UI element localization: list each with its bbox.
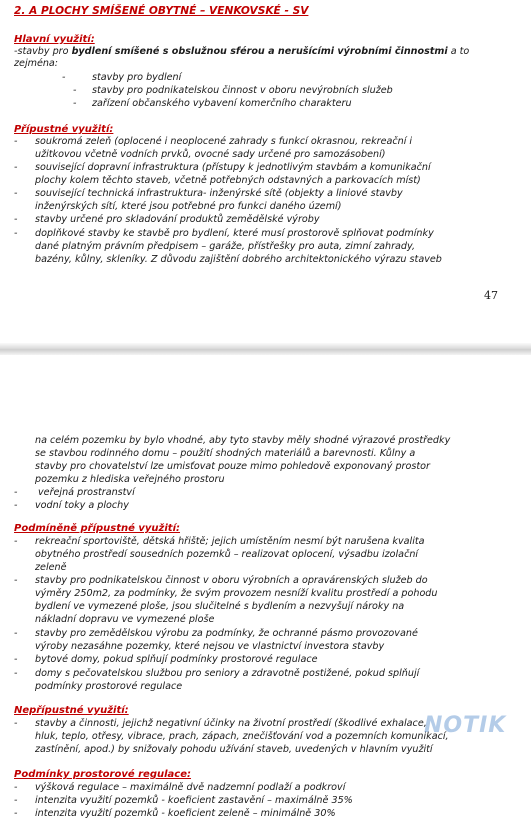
main-use-intro bbox=[14, 46, 469, 58]
conditional-use-line: stavby pro zemědělskou výrobu za podmínky, že ochranné pásmo provozované bbox=[35, 628, 418, 639]
main-use-item: stavby pro bydlení bbox=[92, 72, 182, 83]
conditional-use-line: nákladní dopravu ve vymezené ploše bbox=[35, 614, 215, 625]
conditional-use-line: bydlení ve vymezené ploše, jsou slučitelné s bydlením a nezvyšují nároky na bbox=[35, 601, 405, 612]
bullet-dash: - bbox=[14, 487, 18, 498]
main-use-item: zařízení občanského vybavení komerčního charakteru bbox=[92, 98, 352, 109]
continuation-line: pozemku z hlediska veřejného prostoru bbox=[35, 474, 225, 485]
allowed-use-line: plochy kolem těchto staveb, včetně potřebných odstavných a parkovacích míst) bbox=[35, 175, 421, 186]
bullet-dash: - bbox=[73, 85, 77, 96]
regulation-line: intenzita využití pozemků - koeficient zastavění – maximálně 35% bbox=[35, 795, 353, 806]
forbidden-use-line: stavby a činnosti, jejichž negativní účinky na životní prostředí (škodlivé exhalace, bbox=[35, 718, 427, 729]
bullet-dash: - bbox=[14, 136, 18, 147]
bullet-dash: - bbox=[14, 668, 18, 679]
bullet-dash: - bbox=[14, 782, 18, 793]
forbidden-use-line: zastínění, apod.) by snižovaly pohodu užívání staveb, uvedených v hlavním využití bbox=[35, 744, 433, 755]
bullet-dash: - bbox=[14, 162, 18, 173]
intro-text-end: a to bbox=[447, 46, 470, 57]
section-title: 2. A PLOCHY SMÍŠENÉ OBYTNÉ – VENKOVSKÉ - SV bbox=[14, 5, 309, 17]
intro-bold-text: bydlení smíšené s obslužnou sférou a nerušícími výrobními činnostmi bbox=[71, 46, 448, 57]
continuation-line: se stavbou rodinného domu – použití shodných materiálů a barevnosti. Kůlny a bbox=[35, 448, 416, 459]
allowed-use-line: inženýrských sítí, které jsou potřebné pro funkci daného území) bbox=[35, 201, 342, 212]
allowed-use-line: užitkovou včetně vodních prvků, ovocné sady určené pro samozásobení) bbox=[35, 149, 386, 160]
bullet-dash: - bbox=[14, 628, 18, 639]
conditional-use-line: zeleně bbox=[35, 562, 67, 573]
allowed-use-item: veřejná prostranství bbox=[38, 487, 135, 498]
document-page-48 bbox=[0, 355, 531, 833]
main-use-heading: Hlavní využití: bbox=[14, 34, 95, 45]
bullet-dash: - bbox=[62, 72, 66, 83]
bullet-dash: - bbox=[14, 795, 18, 806]
intro-text: -stavby pro bbox=[14, 46, 72, 57]
main-use-item: stavby pro podnikatelskou činnost v oboru nevýrobních služeb bbox=[92, 85, 393, 96]
allowed-use-line: stavby určené pro skladování produktů zemědělské výroby bbox=[35, 214, 320, 225]
continuation-line: na celém pozemku by bylo vhodné, aby tyto stavby měly shodné výrazové prostředky bbox=[35, 435, 451, 446]
bullet-dash: - bbox=[14, 536, 18, 547]
bullet-dash: - bbox=[73, 98, 77, 109]
conditional-use-line: rekreační sportoviště, dětská hřiště; jejich umístěním nesmí být narušena kvalita bbox=[35, 536, 425, 547]
conditional-use-line: obytného prostředí sousedních pozemků – realizovat oplocení, výsadbu izolační bbox=[35, 549, 419, 560]
allowed-use-line: související dopravní infrastruktura (přístupy k jednotlivým stavbám a komunikační bbox=[35, 162, 431, 173]
allowed-use-line: soukromá zeleň (oplocené i neoplocené zahrady s funkcí okrasnou, rekreační i bbox=[35, 136, 413, 147]
conditional-use-line: bytové domy, pokud splňují podmínky prostorové regulace bbox=[35, 654, 318, 665]
regulation-line: výšková regulace – maximálně dvě nadzemní podlaží a podkroví bbox=[35, 782, 346, 793]
page-separator bbox=[0, 343, 531, 355]
bullet-dash: - bbox=[14, 188, 18, 199]
main-use-intro-line2: zejména: bbox=[14, 58, 59, 69]
bullet-dash: - bbox=[14, 228, 18, 239]
conditional-use-heading: Podmíněně přípustné využití: bbox=[14, 523, 181, 534]
forbidden-use-heading: Nepřípustné využití: bbox=[14, 705, 129, 716]
regulation-line: intenzita využití pozemků - koeficient zeleně – minimálně 30% bbox=[35, 808, 336, 819]
bullet-dash: - bbox=[14, 718, 18, 729]
conditional-use-line: domy s pečovatelskou službou pro seniory a zdravotně postižené, pokud splňují bbox=[35, 668, 420, 679]
bullet-dash: - bbox=[14, 575, 18, 586]
conditional-use-line: výroby nezasáhne pozemky, které nejsou ve vlastnictví investora stavby bbox=[35, 641, 385, 652]
conditional-use-line: stavby pro podnikatelskou činnost v oboru výrobních a opravárenských služeb do bbox=[35, 575, 428, 586]
conditional-use-line: podmínky prostorové regulace bbox=[35, 681, 183, 692]
bullet-dash: - bbox=[14, 214, 18, 225]
document-page-47 bbox=[0, 0, 531, 343]
bullet-dash: - bbox=[14, 654, 18, 665]
continuation-line: stavby pro chovatelství lze umisťovat pouze mimo pohledově exponovaný prostor bbox=[35, 461, 430, 472]
bullet-dash: - bbox=[14, 500, 18, 511]
page-number: 47 bbox=[484, 289, 498, 302]
watermark-logo: NOTIK bbox=[424, 713, 507, 738]
allowed-use-item: vodní toky a plochy bbox=[35, 500, 129, 511]
allowed-use-line: bazény, kůlny, skleníky. Z důvodu zajištění dobrého architektonického výrazu staveb bbox=[35, 254, 442, 265]
conditional-use-line: výměry 250m2, za podmínky, že svým provozem nesníží kvalitu prostředí a pohodu bbox=[35, 588, 438, 599]
bullet-dash: - bbox=[14, 808, 18, 819]
allowed-use-heading: Přípustné využití: bbox=[14, 124, 114, 135]
allowed-use-line: dané platným právním předpisem – garáže, přístřešky pro auta, zimní zahrady, bbox=[35, 241, 416, 252]
regulation-heading: Podmínky prostorové regulace: bbox=[14, 769, 191, 780]
allowed-use-line: doplňkové stavby ke stavbě pro bydlení, které musí prostorově splňovat podmínky bbox=[35, 228, 434, 239]
forbidden-use-line: hluk, teplo, otřesy, vibrace, prach, zápach, znečišťování vod a pozemních komunikací, bbox=[35, 731, 449, 742]
allowed-use-line: související technická infrastruktura- inženýrské sítě (objekty a liniové stavby bbox=[35, 188, 403, 199]
